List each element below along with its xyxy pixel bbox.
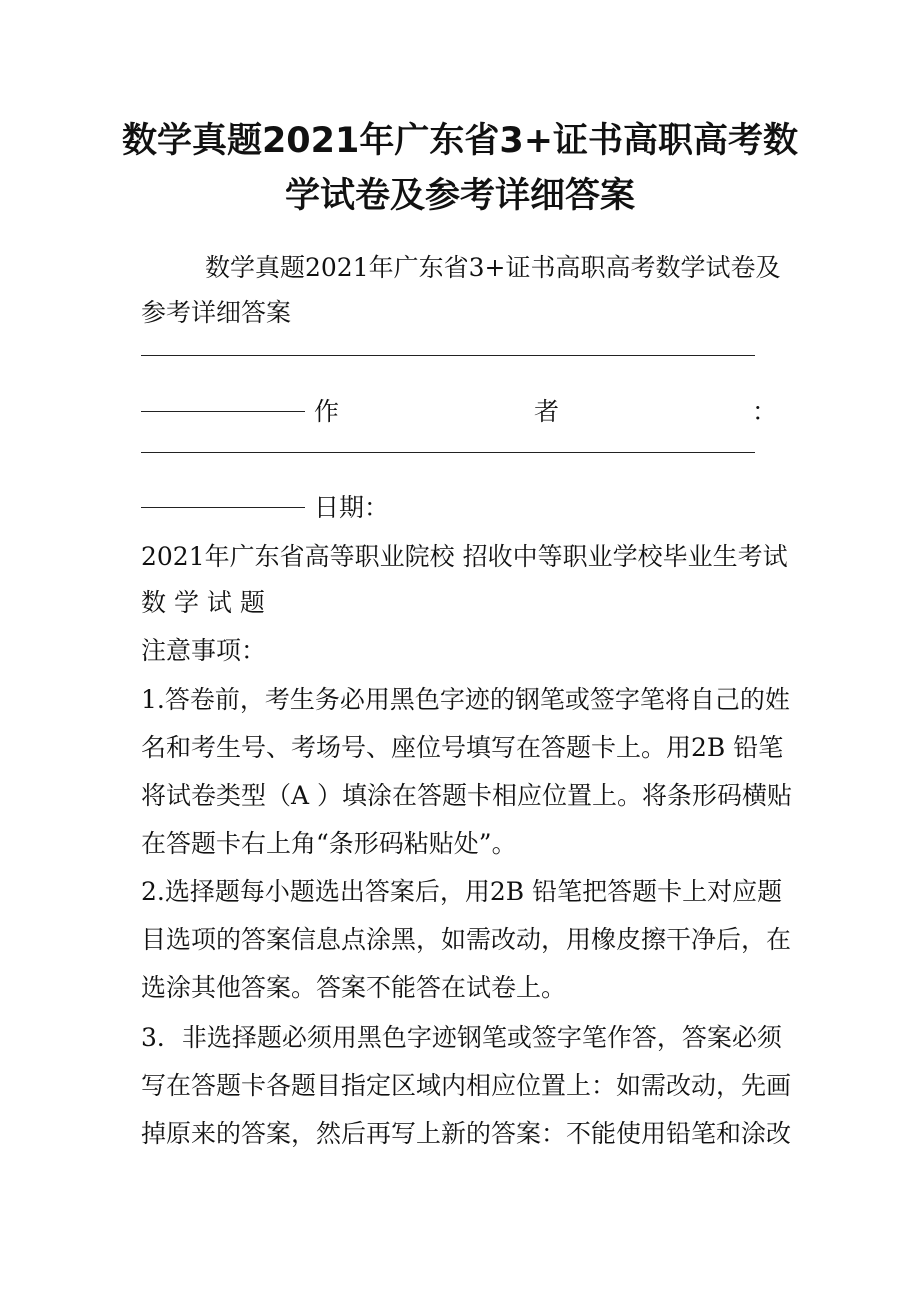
note-1-line: 在答题卡右上角“条形码粘贴处”。 <box>141 829 517 858</box>
exam-subject: 数 学 试 题 <box>141 588 265 617</box>
exam-heading: 2021年广东省高等职业院校 招收中等职业学校毕业生考试 <box>141 542 788 571</box>
subtitle-line-1: 数学真题2021年广东省3+证书高职高考数学试卷及 <box>205 253 781 282</box>
document-title-line-2: 学试卷及参考详细答案 <box>284 176 635 216</box>
note-2-line: 目选项的答案信息点涂黑，如需改动，用橡皮擦干净后，在 <box>141 925 792 954</box>
note-2-line: 选涂其他答案。答案不能答在试卷上。 <box>141 973 567 1002</box>
author-dash <box>141 411 305 412</box>
note-3-line: 掉原来的答案，然后再写上新的答案：不能使用铅笔和涂改 <box>141 1119 792 1148</box>
divider-line <box>141 355 755 356</box>
note-1-line: 将试卷类型（A ）填涂在答题卡相应位置上。将条形码横贴 <box>141 781 793 810</box>
author-label-char-1: 作 <box>314 397 340 426</box>
notes-heading: 注意事项： <box>141 636 267 665</box>
note-3-line: 写在答题卡各题目指定区域内相应位置上：如需改动，先画 <box>141 1071 792 1100</box>
note-3-line: 3．非选择题必须用黑色字迹钢笔或签字笔作答，答案必须 <box>141 1023 782 1052</box>
subtitle-line-2: 参考详细答案 <box>141 298 292 327</box>
date-label: 日期： <box>314 493 390 522</box>
note-1-line: 名和考生号、考场号、座位号填写在答题卡上。用2B 铅笔 <box>141 733 784 762</box>
author-label-char-2: 者 <box>534 397 560 426</box>
divider-line <box>141 452 755 453</box>
note-2-line: 2.选择题每小题选出答案后，用2B 铅笔把答题卡上对应题 <box>141 877 783 906</box>
date-dash <box>141 507 305 508</box>
document-title-line-1: 数学真题2021年广东省3+证书高职高考数 <box>121 121 799 161</box>
author-colon: ： <box>752 397 778 426</box>
note-1-line: 1.答卷前，考生务必用黑色字迹的钢笔或签字笔将自己的姓 <box>141 685 790 714</box>
